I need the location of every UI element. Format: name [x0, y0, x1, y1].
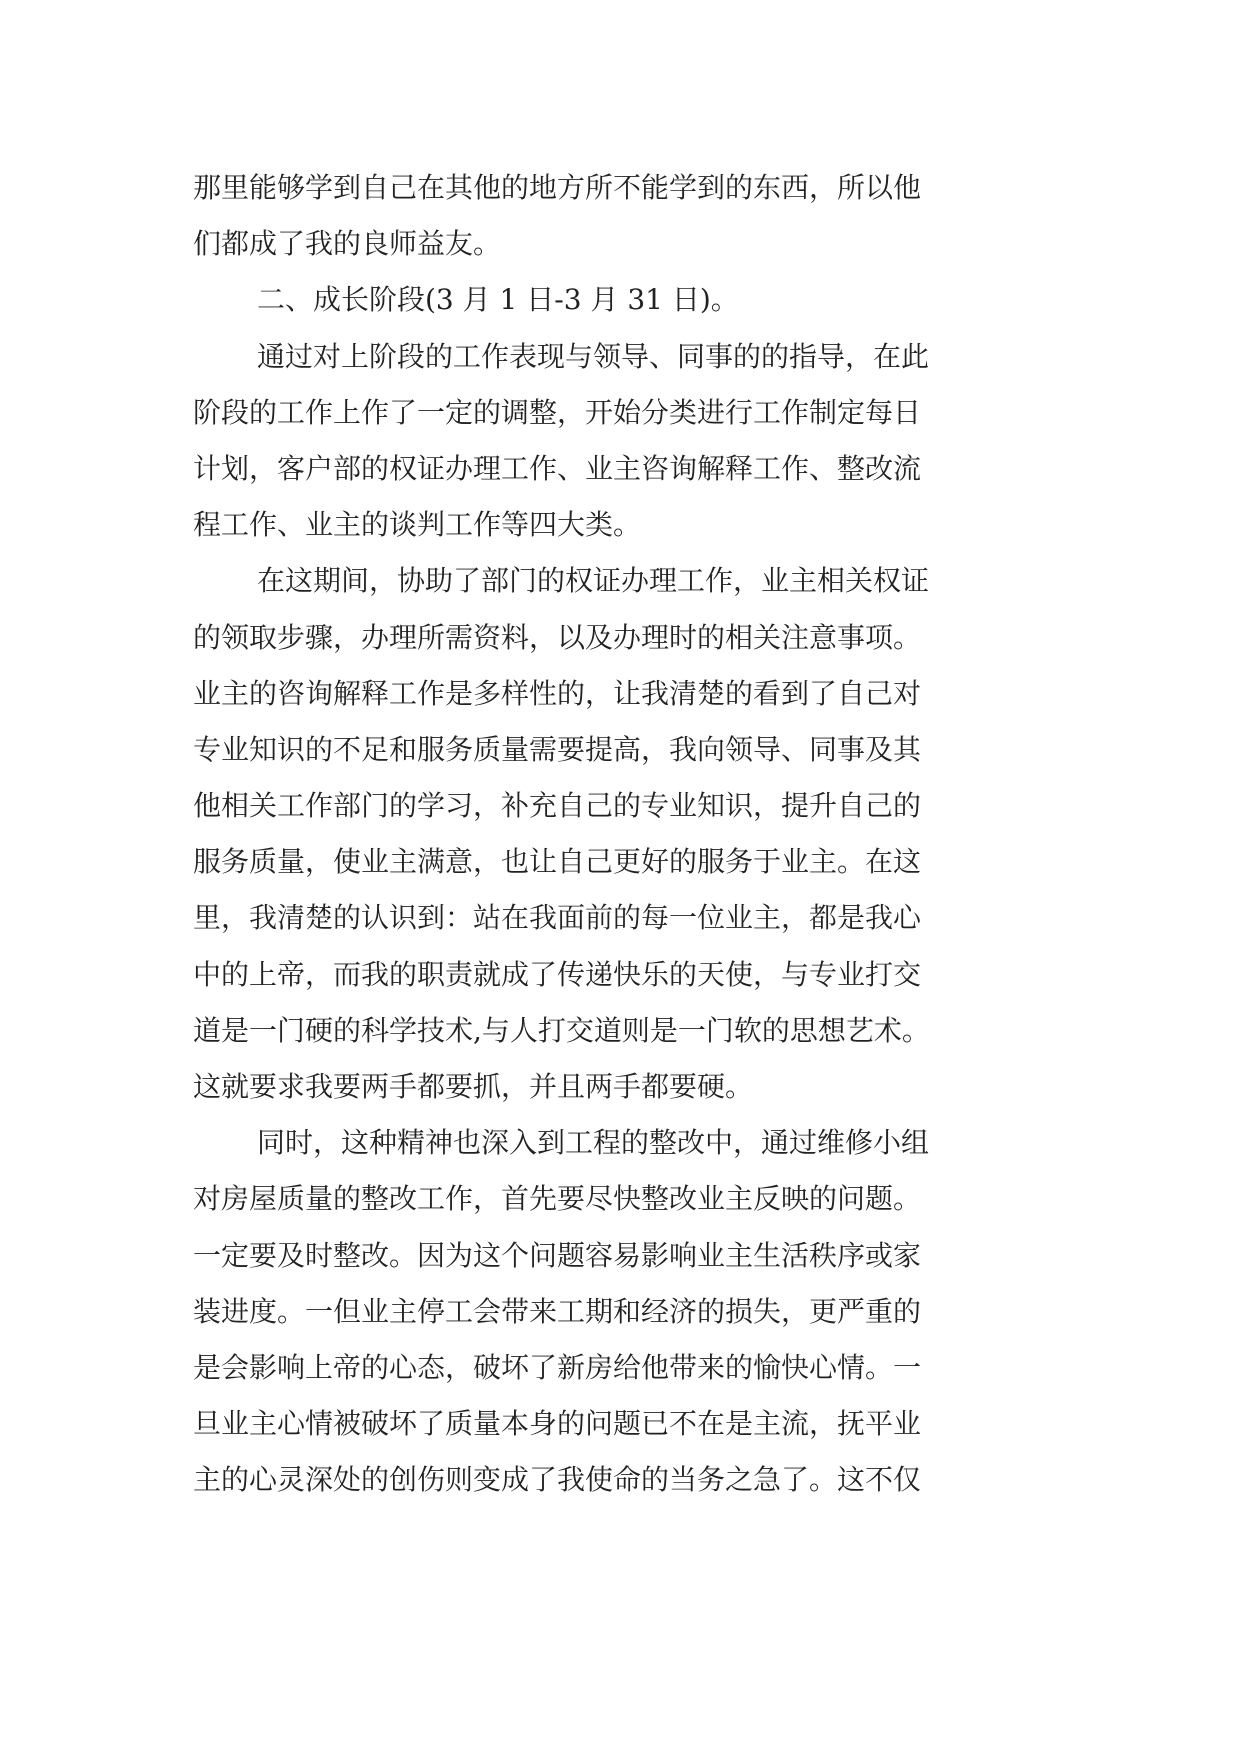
paragraph-start: 在这期间，协助了部门的权证办理工作，业主相关权证 [257, 564, 930, 598]
text-line: 道是一门硬的科学技术,与人打交道则是一门软的思想艺术。 [193, 1013, 930, 1047]
text-line: 旦业主心情被破坏了质量本身的问题已不在是主流，抚平业 [193, 1407, 922, 1441]
text-line: 程工作、业主的谈判工作等四大类。 [193, 508, 642, 542]
text-line: 对房屋质量的整改工作，首先要尽快整改业主反映的问题。 [193, 1182, 922, 1216]
section-heading: 二、成长阶段(3 月 1 日-3 月 31 日)。 [257, 283, 739, 317]
text-line: 的领取步骤，办理所需资料，以及办理时的相关注意事项。 [193, 620, 922, 654]
text-line: 们都成了我的良师益友。 [193, 227, 502, 261]
text-line: 装进度。一但业主停工会带来工期和经济的损失，更严重的 [193, 1294, 922, 1328]
text-line: 是会影响上帝的心态，破坏了新房给他带来的愉快心情。一 [193, 1350, 922, 1384]
text-line: 这就要求我要两手都要抓，并且两手都要硬。 [193, 1070, 754, 1103]
text-line: 那里能够学到自己在其他的地方所不能学到的东西，所以他 [193, 171, 922, 204]
text-line: 里，我清楚的认识到：站在我面前的每一位业主，都是我心 [193, 901, 922, 935]
text-line: 主的心灵深处的创伤则变成了我使命的当务之急了。这不仅 [193, 1463, 922, 1497]
text-line: 专业知识的不足和服务质量需要提高，我向领导、同事及其 [193, 732, 922, 766]
text-line: 他相关工作部门的学习，补充自己的专业知识，提升自己的 [193, 789, 922, 823]
text-line: 一定要及时整改。因为这个问题容易影响业主生活秩序或家 [193, 1238, 922, 1272]
text-line: 服务质量，使业主满意，也让自己更好的服务于业主。在这 [193, 845, 922, 879]
paragraph-start: 同时，这种精神也深入到工程的整改中，通过维修小组 [257, 1126, 930, 1160]
text-line: 阶段的工作上作了一定的调整，开始分类进行工作制定每日 [193, 395, 922, 429]
paragraph-start: 通过对上阶段的工作表现与领导、同事的的指导，在此 [257, 339, 930, 373]
text-line: 业主的咨询解释工作是多样性的，让我清楚的看到了自己对 [193, 676, 922, 710]
body-text [193, 160, 1063, 1509]
text-line: 计划，客户部的权证办理工作、业主咨询解释工作、整改流 [193, 451, 922, 485]
text-line: 中的上帝，而我的职责就成了传递快乐的天使，与专业打交 [193, 957, 922, 991]
